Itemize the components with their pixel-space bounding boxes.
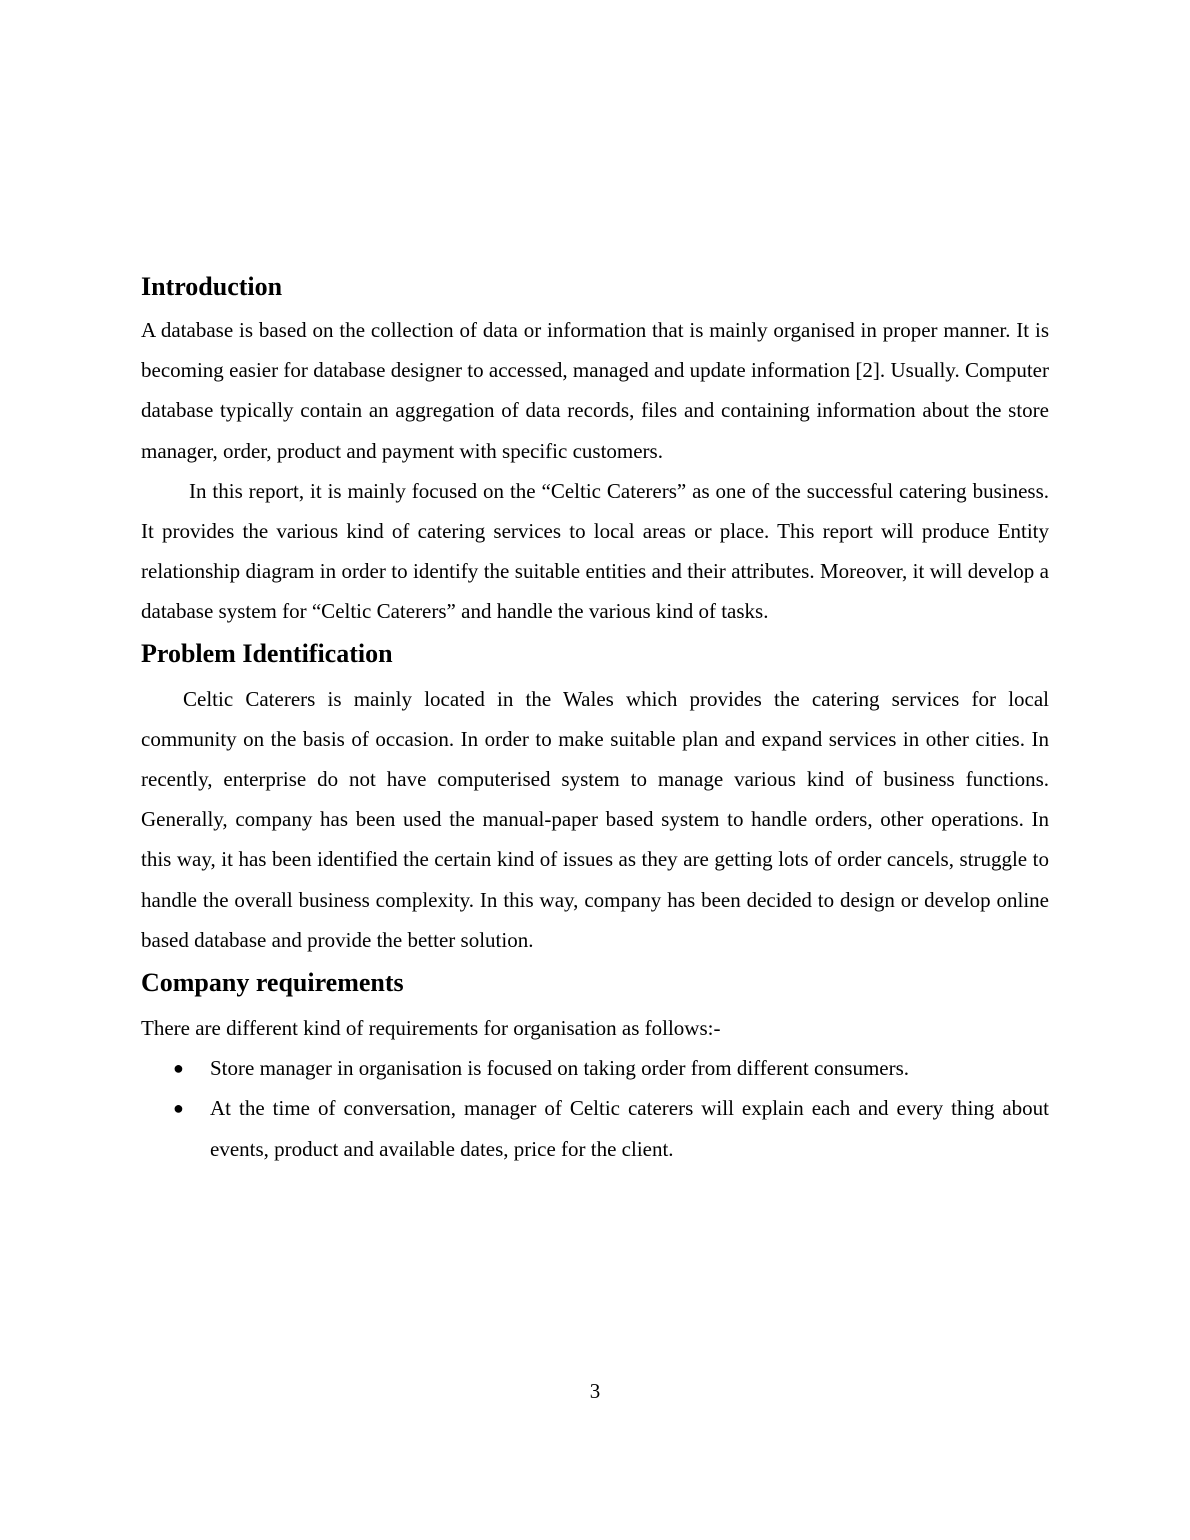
problem-identification-paragraph: Celtic Caterers is mainly located in the Wales which provides the catering services for local community on the basis of occasion. In order to make suitable plan and expand services in other cities. In recently, enterprise do not have computerised system to manage various kind of business functions. Generally, company has been used the manual-paper based system to handle orders, other operations. In this way, it has been identified the certain kind of issues as they are getting lots of order cancels, struggle to handle the overall business complexity. In this way, company has been decided to design or develop online based database and provide the better solution.	[141, 686, 1049, 952]
introduction-paragraph-2: In this report, it is mainly focused on the “Celtic Caterers” as one of the successful catering business. It provides the various kind of catering services to local areas or place. This report will produce Entity relationship diagram in order to identify the suitable entities and their attributes. Moreover, it will develop a database system for “Celtic Caterers” and handle the various kind of tasks.	[141, 478, 1049, 624]
problem-identification-heading: Problem Identification	[141, 638, 393, 668]
company-requirements-intro: There are different kind of requirements for organisation as follows:-	[141, 1016, 721, 1041]
introduction-heading: Introduction	[141, 272, 283, 301]
list-item-text: At the time of conversation, manager of Celtic caterers will explain each and every thing about events, product and available dates, price for the client.	[210, 1096, 1049, 1161]
list-item	[141, 1048, 1049, 1088]
list-item	[141, 1088, 1049, 1168]
bullet-icon: ●	[173, 1098, 184, 1119]
requirements-list	[141, 1048, 1049, 1169]
bullet-icon: ●	[173, 1058, 184, 1079]
introduction-paragraph-1: A database is based on the collection of data or information that is mainly organised in proper manner. It is becoming easier for database designer to accessed, managed and update information [2]. Usually. Computer database typically contain an aggregation of data records, files and containing information about the store manager, order, product and payment with specific customers.	[141, 318, 1049, 463]
page-content	[141, 268, 1049, 1169]
company-requirements-heading: Company requirements	[141, 968, 404, 998]
list-item-text: Store manager in organisation is focused on taking order from different consumers.	[210, 1056, 910, 1081]
page-number: 3	[589, 1379, 601, 1403]
